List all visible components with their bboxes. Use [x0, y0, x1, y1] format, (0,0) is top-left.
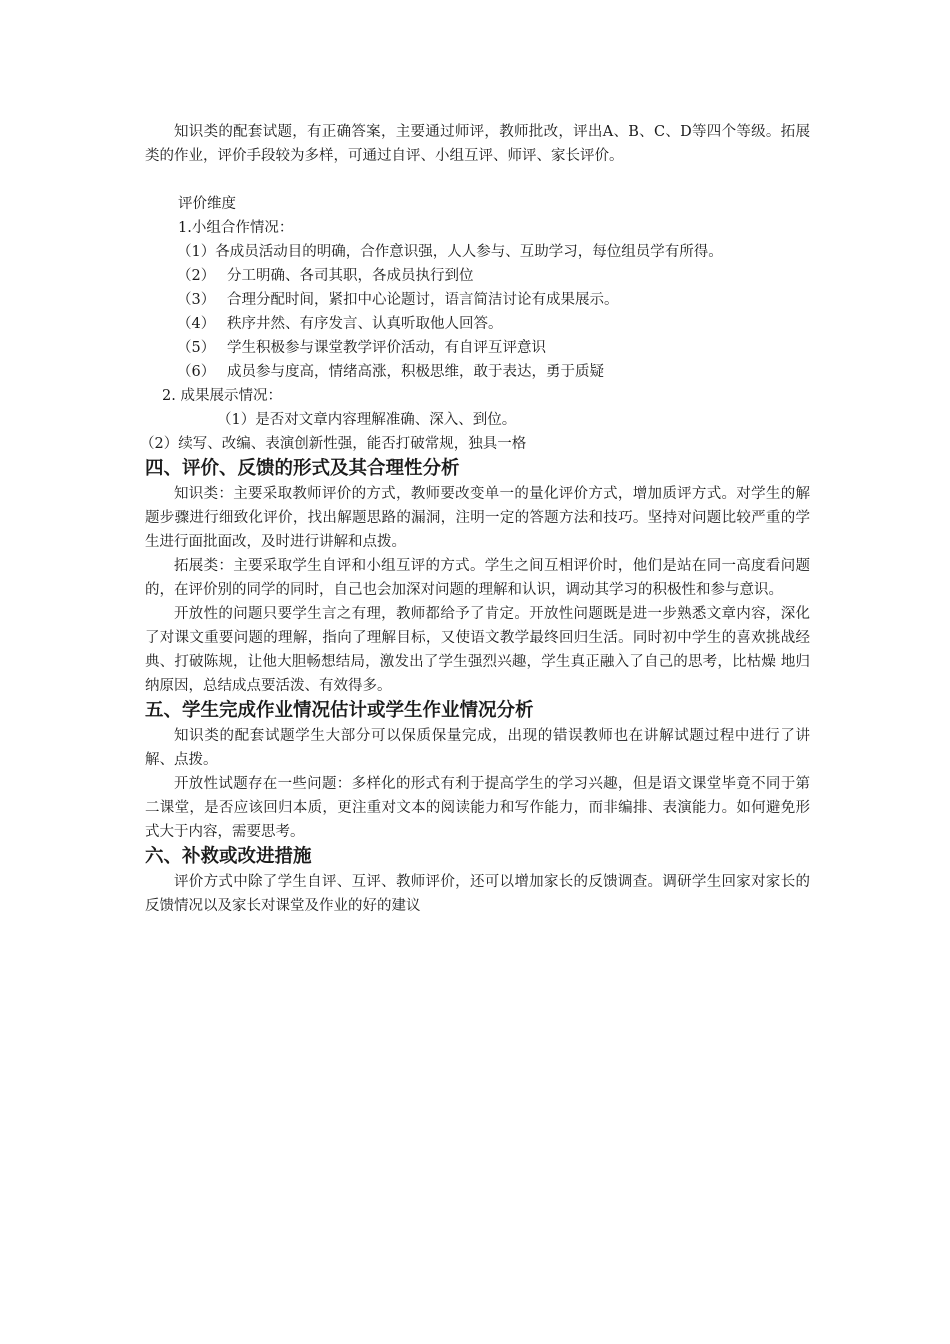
- group-item-4: [145, 312, 810, 336]
- item-number: （3）: [177, 292, 216, 308]
- section-4-paragraph-2: 拓展类：主要采取学生自评和小组互评的方式。学生之间互相评价时，他们是站在同一高度看问题的，在评价别的同学的同时，自己也会加深对问题的理解和认识，调动其学习的积极性和参与意识。: [145, 558, 810, 598]
- group-item-2: [145, 264, 810, 288]
- document-page: [140, 120, 810, 918]
- result-display-title: 2. 成果展示情况：: [162, 388, 282, 404]
- item-text: 学生积极参与课堂教学评价活动，有自评互评意识: [227, 340, 546, 356]
- item-text: 各成员活动目的明确，合作意识强，人人参与、互助学习，每位组员学有所得。: [215, 244, 723, 260]
- section-5-paragraph-2: 开放性试题存在一些问题：多样化的形式有利于提高学生的学习兴趣，但是语文课堂毕竟不同于第二课堂，是否应该回归本质，更注重对文本的阅读能力和写作能力，而非编排、表演能力。如何避免形式大于内容，需要思考。: [145, 776, 810, 840]
- item-number: （1）: [177, 244, 216, 260]
- section-4-paragraph-1: 知识类：主要采取教师评价的方式，教师要改变单一的量化评价方式，增加质评方式。对学生的解题步骤进行细致化评价，找出解题思路的漏洞，注明一定的答题方法和技巧。坚持对问题比较严重的学生进行面批面改，及时进行讲解和点拨。: [145, 486, 810, 550]
- section-4-heading: 四、评价、反馈的形式及其合理性分析: [145, 458, 460, 479]
- group-item-3: [145, 288, 810, 312]
- section-5-heading: 五、学生完成作业情况估计或学生作业情况分析: [145, 700, 534, 721]
- spacer: [145, 168, 810, 192]
- group-item-6: [145, 360, 810, 384]
- item-number: （5）: [177, 340, 216, 356]
- section-6-heading: 六、补救或改进措施: [145, 846, 312, 867]
- item-text: 分工明确、各司其职，各成员执行到位: [227, 268, 474, 284]
- result-item-2: （2）续写、改编、表演创新性强，能否打破常规，独具一格: [140, 436, 527, 452]
- section-5-paragraph-1: 知识类的配套试题学生大部分可以保质保量完成，出现的错误教师也在讲解试题过程中进行了讲解、点拨。: [145, 728, 810, 768]
- item-number: （2）: [177, 268, 216, 284]
- group-item-1: [145, 240, 810, 264]
- section-6-paragraph-1: 评价方式中除了学生自评、互评、教师评价，还可以增加家长的反馈调查。调研学生回家对家长的反馈情况以及家长对课堂及作业的好的建议: [145, 874, 810, 914]
- group-item-5: [145, 336, 810, 360]
- item-text: 成员参与度高，情绪高涨，积极思维，敢于表达，勇于质疑: [227, 364, 604, 380]
- item-text: 合理分配时间，紧扣中心论题讨，语言简洁讨论有成果展示。: [227, 292, 619, 308]
- dimensions-title: 评价维度: [178, 196, 236, 212]
- item-number: （4）: [177, 316, 216, 332]
- intro-paragraph: 知识类的配套试题，有正确答案，主要通过师评，教师批改，评出A、B、C、D等四个等级。拓展类的作业，评价手段较为多样，可通过自评、小组互评、师评、家长评价。: [145, 124, 810, 164]
- item-number: （6）: [177, 364, 216, 380]
- section-4-paragraph-3: 开放性的问题只要学生言之有理，教师都给予了肯定。开放性问题既是进一步熟悉文章内容，深化了对课文重要问题的理解，指向了理解目标，又使语文教学最终回归生活。同时初中学生的喜欢挑战经典、打破陈规，让他大胆畅想结局，激发出了学生强烈兴趣，学生真正融入了自己的思考，比枯燥 地归纳原因，总结成点要活泼、有效得多。: [145, 606, 810, 694]
- group-cooperation-title: 1.小组合作情况：: [178, 220, 294, 236]
- result-item-1: （1）是否对文章内容理解准确、深入、到位。: [217, 412, 517, 428]
- item-text: 秩序井然、有序发言、认真听取他人回答。: [227, 316, 503, 332]
